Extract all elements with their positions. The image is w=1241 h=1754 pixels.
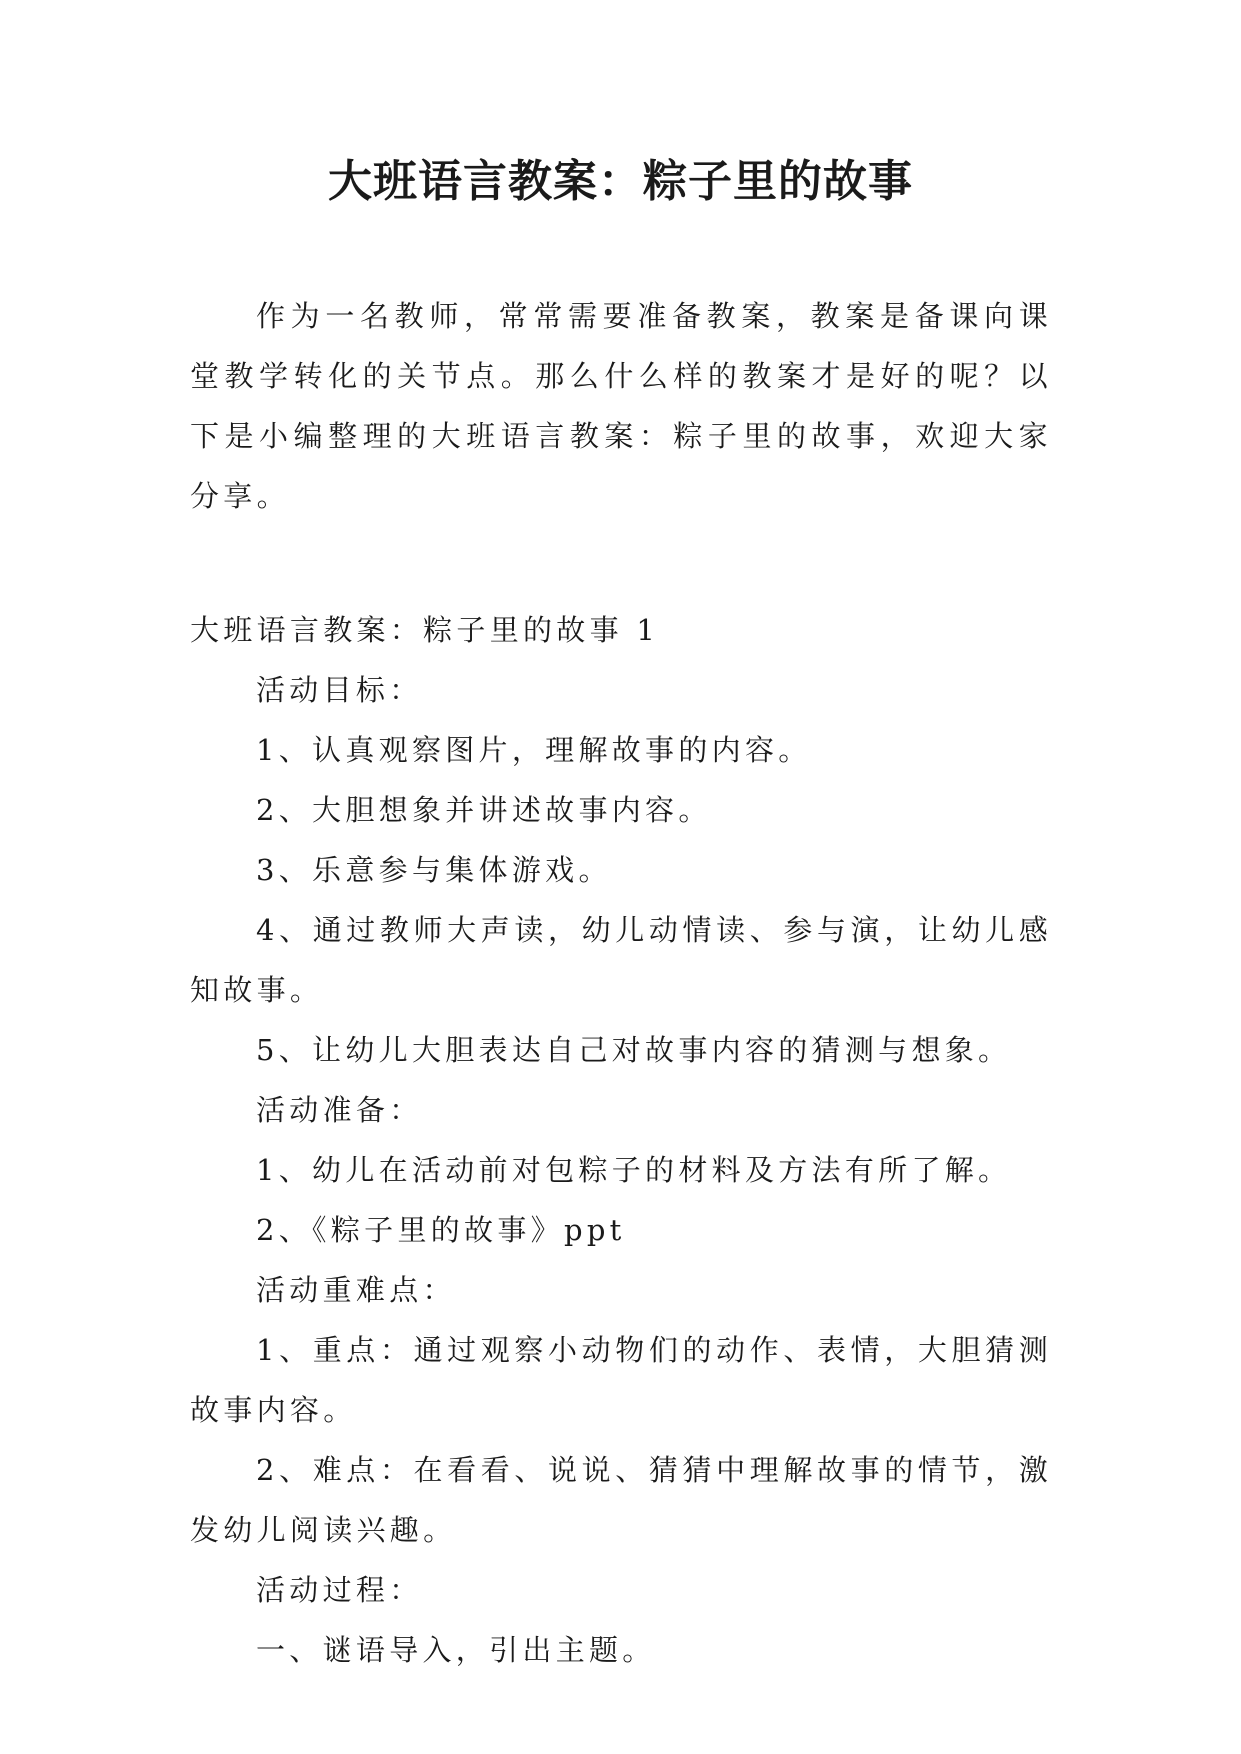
section-spacer (190, 526, 1052, 600)
goal-item: 2、大胆想象并讲述故事内容。 (256, 793, 712, 827)
document-title: 大班语言教案：粽子里的故事 (328, 156, 913, 207)
goal-item: 3、乐意参与集体游戏。 (256, 853, 612, 887)
process-item: 一、谜语导入，引出主题。 (256, 1633, 656, 1667)
keypoint-item: 1、重点：通过观察小动物们的动作、表情，大胆猜测故事内容。 (190, 1333, 1052, 1427)
keypoints-heading: 活动重难点： (256, 1273, 456, 1307)
keypoint-item: 2、难点：在看看、说说、猜猜中理解故事的情节，激发幼儿阅读兴趣。 (190, 1453, 1052, 1547)
prep-item: 2、《粽子里的故事》ppt (256, 1213, 626, 1247)
section-heading: 大班语言教案：粽子里的故事 1 (190, 613, 660, 647)
intro-paragraph: 作为一名教师，常常需要准备教案，教案是备课向课堂教学转化的关节点。那么什么样的教案才是好的呢？以下是小编整理的大班语言教案：粽子里的故事，欢迎大家分享。 (190, 299, 1052, 513)
document-body (190, 286, 1052, 1680)
goal-item: 1、认真观察图片，理解故事的内容。 (256, 733, 812, 767)
prep-item: 1、幼儿在活动前对包粽子的材料及方法有所了解。 (256, 1153, 1012, 1187)
goals-heading: 活动目标： (256, 673, 423, 707)
goal-item: 5、让幼儿大胆表达自己对故事内容的猜测与想象。 (256, 1033, 1012, 1067)
prep-heading: 活动准备： (256, 1093, 423, 1127)
goal-item: 4、通过教师大声读，幼儿动情读、参与演，让幼儿感知故事。 (190, 913, 1052, 1007)
process-heading: 活动过程： (256, 1573, 423, 1607)
